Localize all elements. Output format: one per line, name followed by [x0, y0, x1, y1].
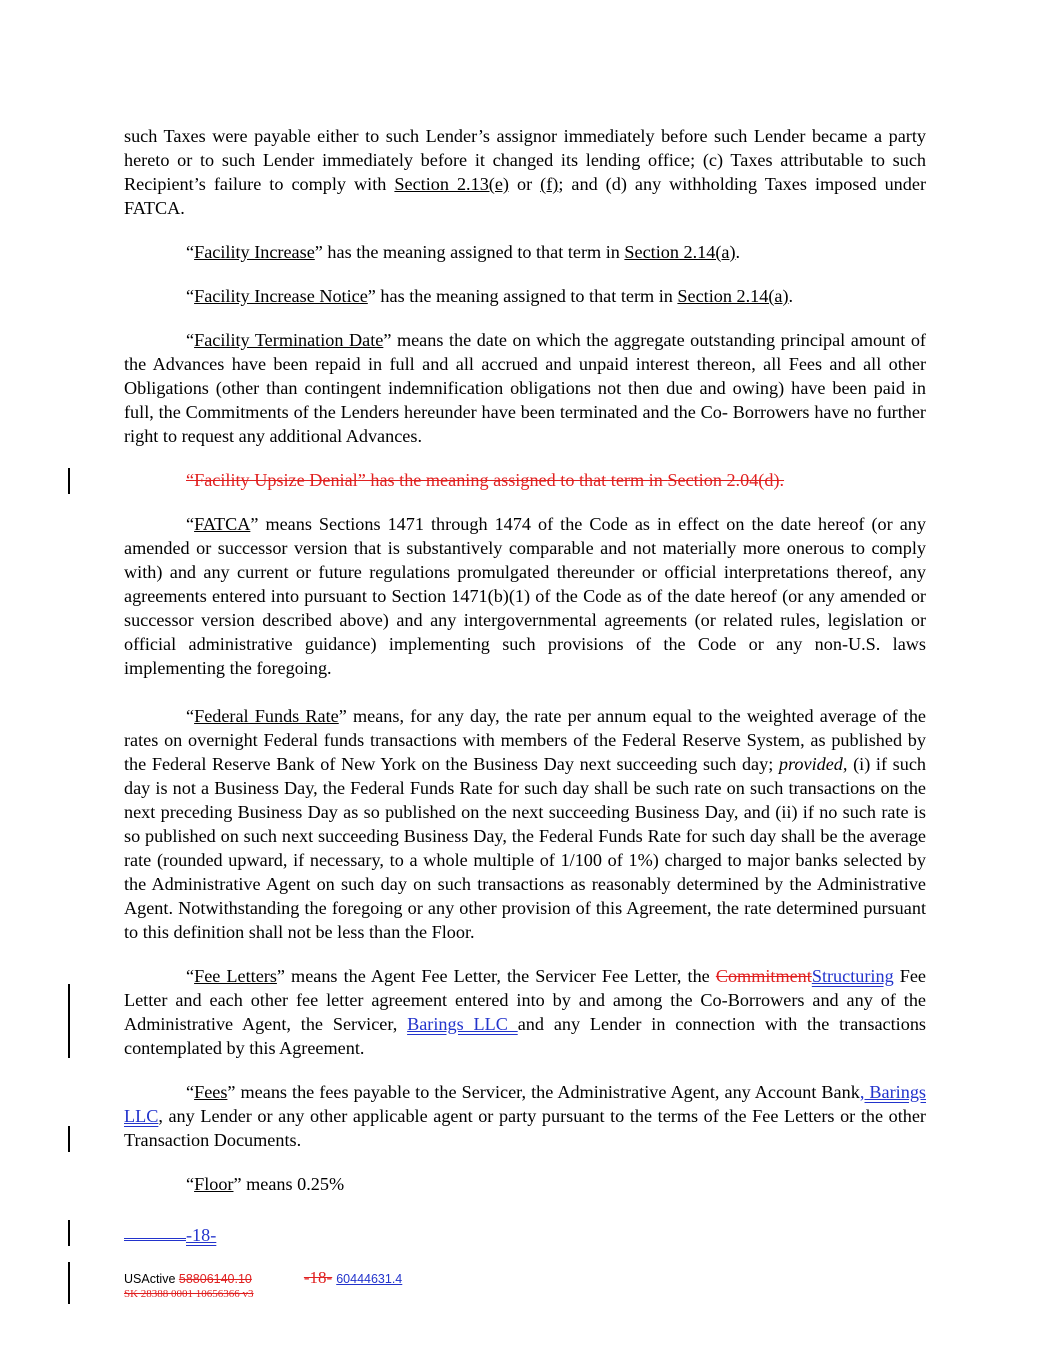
- definition-facility-termination-date: “Facility Termination Date” means the date on which the aggregate outstanding principal amount of the Advances have been repaid in full and all accrued and unpaid interest thereon, all Fees and all other Obligations (other than contingent indemnification obligations not then due and owing) have been paid in full, the Commitments of the Lenders hereunder have been terminated and the Co- Borrowers have no further right to request any additional Advances.: [124, 330, 926, 446]
- inserted-text: , Barings LLC: [124, 1082, 926, 1126]
- paragraph-taxes-continuation: such Taxes were payable either to such Lender’s assignor immediately before such Lender became a party hereto or to such Lender immediately before it changed its lending office; (c) Taxes attributable to such Recipient’s failure to comply with Section 2.13(e) or (f); and (d) any withholding Taxes imposed under FATCA.: [124, 126, 926, 218]
- deleted-page-number: -18-: [303, 1268, 333, 1287]
- definition-floor: “Floor” means 0.25%: [186, 1174, 345, 1194]
- section-ref: Section 2.04(d): [667, 470, 780, 490]
- defined-term: FATCA: [194, 514, 251, 534]
- definition-fatca: “FATCA” means Sections 1471 through 1474 of the Code as in effect on the date hereof (or any amended or successor version that is substantively comparable and not materially more onerous to comply with) and any current or future regulations promulgated thereunder or official interpretations thereof, any agreements entered into pursuant to Section 1471(b)(1) of the Code as of the date hereof (or any amended or successor version described above) and any intergovernmental agreements (or related rules, legislation or official administrative guidance) implementing such provisions of the Code or any non-U.S. laws implementing the foregoing.: [124, 514, 926, 678]
- defined-term: Federal Funds Rate: [194, 706, 339, 726]
- inserted-text: Barings LLC: [407, 1014, 518, 1034]
- definition-fees: “Fees” means the fees payable to the Servicer, the Administrative Agent, any Account Bank, Barings LLC, any Lender or any other applicable agent or party pursuant to the terms of the Fee Letters or the other Transaction Documents.: [124, 1082, 926, 1150]
- page-number: -18-: [124, 1220, 222, 1247]
- definition-facility-increase-notice: “Facility Increase Notice” has the meaning assigned to that term in Section 2.14(a).: [186, 286, 794, 306]
- deleted-text: Commitment: [715, 966, 812, 986]
- definition-facility-increase: “Facility Increase” has the meaning assigned to that term in Section 2.14(a).: [186, 242, 741, 262]
- change-bar: [68, 984, 70, 1058]
- document-body: [124, 124, 926, 1196]
- definition-facility-upsize-denial-deleted: “Facility Upsize Denial” has the meaning assigned to that term in Section 2.04(d).: [186, 470, 785, 490]
- provided-proviso: provided,: [778, 754, 848, 774]
- defined-term: Facility Termination Date: [194, 330, 384, 350]
- section-ref: (f): [540, 174, 559, 194]
- defined-term: Facility Increase Notice: [194, 286, 368, 306]
- section-ref: Section 2.14(a): [677, 286, 789, 306]
- old-doc-id: 58806140.10: [178, 1272, 252, 1286]
- defined-term: Fees: [194, 1082, 228, 1102]
- change-bar: [68, 1262, 70, 1304]
- change-bar: [68, 468, 70, 494]
- footer-doc-id: USActive 58806140.10 -18- 60444631.4: [124, 1268, 403, 1287]
- definition-fee-letters: “Fee Letters” means the Agent Fee Letter, the Servicer Fee Letter, the CommitmentStructuring Fee Letter and each other fee letter agreement entered into by and among the Co-Borrowers and any of the Administrative Agent, the Servicer, Barings LLC and any Lender in connection with the transactions contemplated by this Agreement.: [124, 966, 926, 1058]
- defined-term: Facility Increase: [194, 242, 315, 262]
- new-doc-id: 60444631.4: [336, 1272, 403, 1286]
- section-ref: Section 2.13(e): [394, 174, 509, 194]
- footer-sk-line: SK 28388 0001 10656366 v3: [124, 1288, 254, 1300]
- defined-term: Facility Upsize Denial: [194, 470, 358, 490]
- defined-term: Fee Letters: [194, 966, 277, 986]
- change-bar: [68, 1220, 70, 1246]
- definition-federal-funds-rate: “Federal Funds Rate” means, for any day, the rate per annum equal to the weighted average of the rates on overnight Federal funds transactions with members of the Federal Reserve System, as published by the Federal Reserve Bank of New York on the Business Day next succeeding such day; provided, (i) if such day is not a Business Day, the Federal Funds Rate for such day shall be such rate on such transactions on the next preceding Business Day as so published on the next succeeding Business Day, and (ii) if no such rate is so published on such next succeeding Business Day, the Federal Funds Rate for such day shall be the average rate (rounded upward, if necessary, to a whole multiple of 1/100 of 1%) charged to major banks selected by the Administrative Agent on such day on such transactions as reasonably determined by the Administrative Agent. Notwithstanding the foregoing or any other provision of this Agreement, the rate determined pursuant to this definition shall not be less than the Floor.: [124, 706, 926, 942]
- defined-term: Floor: [194, 1174, 234, 1194]
- section-ref: Section 2.14(a): [624, 242, 736, 262]
- inserted-text: Structuring: [811, 966, 894, 986]
- change-bar: [68, 1126, 70, 1152]
